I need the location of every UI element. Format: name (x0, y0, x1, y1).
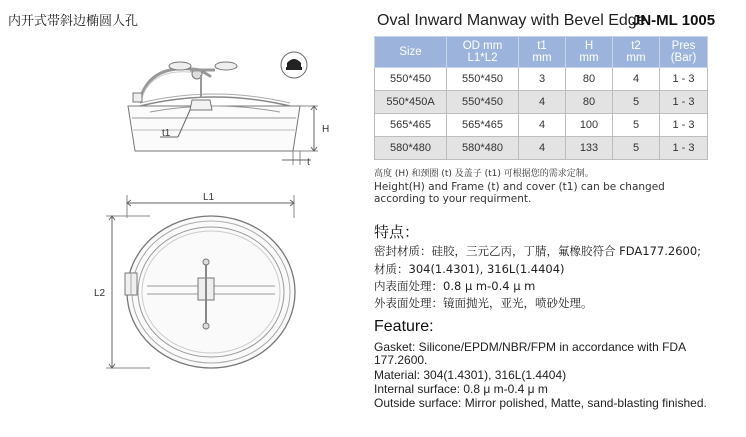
cell-h: 133 (566, 137, 613, 160)
col-size: Size (375, 37, 447, 68)
cell-h: 80 (566, 68, 613, 91)
table-row (375, 91, 708, 114)
cell-size: 580*480 (375, 137, 447, 160)
label-h: H (322, 124, 330, 135)
label-l1: L1 (203, 192, 215, 203)
table-row (375, 68, 708, 91)
col-pres: Pres (Bar) (660, 37, 708, 68)
features-en-line: Internal surface: 0.8 μ m-0.4 μ m (374, 382, 548, 396)
cell-t1: 4 (519, 91, 566, 114)
cell-t2: 5 (613, 91, 660, 114)
cell-h: 100 (566, 114, 613, 137)
features-cn-title: 特点： (374, 223, 420, 241)
spec-table (374, 36, 708, 160)
cell-od: 580*480 (447, 137, 519, 160)
col-od: OD mm L1*L2 (447, 37, 519, 68)
cell-t2: 5 (613, 114, 660, 137)
cell-pres: 1 - 3 (660, 68, 708, 91)
features-en-title: Feature: (374, 318, 434, 335)
features-cn-line: 材质：304(1.4301), 316L(1.4404) (374, 262, 565, 276)
col-t1: t1 mm (519, 37, 566, 68)
cell-od: 550*450 (447, 91, 519, 114)
note-chinese: 高度 (H) 和颈圈 (t) 及盖子 (t1) 可根据您的需求定制。 (374, 169, 594, 179)
features-cn-line: 密封材质：硅胶，三元乙丙，丁腈，氟橡胶符合 FDA177.2600; (374, 244, 702, 258)
label-t: t (307, 157, 310, 168)
table-header-row (375, 37, 708, 68)
model-number: JN-ML 1005 (632, 12, 716, 29)
cell-t2: 4 (613, 68, 660, 91)
cell-t1: 3 (519, 68, 566, 91)
col-t2: t2 mm (613, 37, 660, 68)
detail-callout (281, 52, 307, 78)
col-h: H mm (566, 37, 613, 68)
cell-size: 550*450 (375, 68, 447, 91)
cell-od: 550*450 (447, 68, 519, 91)
table-row (375, 137, 708, 160)
cell-size: 550*450A (375, 91, 447, 114)
top-view (106, 195, 295, 368)
table-row (375, 114, 708, 137)
label-l2: L2 (94, 288, 106, 299)
features-en-line: Gasket: Silicone/EPDM/NBR/FPM in accordance with FDA 177.2600. (374, 340, 686, 367)
cell-od: 565*465 (447, 114, 519, 137)
cell-t1: 4 (519, 114, 566, 137)
chinese-title: 内开式带斜边椭圆人孔 (8, 14, 139, 29)
cell-t2: 5 (613, 137, 660, 160)
cell-t1: 4 (519, 137, 566, 160)
features-cn-line: 外表面处理：镜面抛光，亚光，喷砂处理。 (374, 296, 593, 310)
cell-h: 80 (566, 91, 613, 114)
cell-pres: 1 - 3 (660, 114, 708, 137)
features-en-line: Outside surface: Mirror polished, Matte, sand-blasting finished. (374, 396, 707, 410)
features-en-line: Material: 304(1.4301), 316L(1.4404) (374, 368, 567, 382)
note-english: Height(H) and Frame (t) and cover (t1) can be changed according to your requirment. (374, 181, 665, 205)
features-cn-line: 内表面处理：0.8 μ m-0.4 μ m (374, 279, 536, 293)
cell-pres: 1 - 3 (660, 137, 708, 160)
cell-pres: 1 - 3 (660, 91, 708, 114)
english-title: Oval Inward Manway with Bevel Edge (377, 12, 646, 29)
label-t1: t1 (162, 128, 171, 139)
technical-drawing (0, 0, 365, 437)
cell-size: 565*465 (375, 114, 447, 137)
